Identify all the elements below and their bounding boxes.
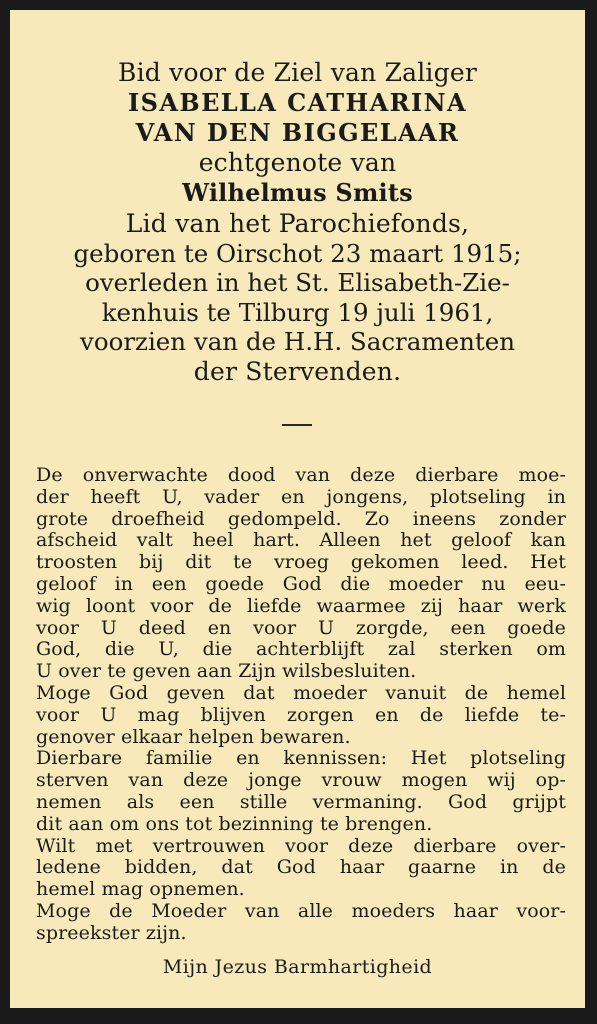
header-line-died-2: kenhuis te Tilburg 19 juli 1961, [101,297,494,327]
body-line: spreekster zijn. [36,921,187,944]
body-line: U over te geven aan Zijn wilsbesluiten. [36,660,417,683]
body-line: grote droefheid gedompeld. Zo ineens zonder [36,507,566,530]
body-line: De onverwachte dood van deze dierbare moe- [36,464,566,486]
header-line-spouse-name: Wilhelmus Smits [182,178,413,207]
card-header [10,58,585,386]
body-line: voor U deed en voor U zorgde, een goede [36,616,566,639]
body-line: God, die U, die achterblijft zal sterken om [36,638,566,661]
header-line-member: Lid van het Parochiefonds, [125,209,470,238]
header-line-sacraments-2: der Stervenden. [193,356,402,386]
body-line: sterven van deze jonge vrouw mogen wij op- [36,769,566,792]
body-line: dit aan om ons tot bezinning te brengen. [36,812,433,835]
body-line: troosten bij dit te vroeg gekomen leed. Het [36,551,566,574]
body-text [36,465,566,945]
body-line: wig loont voor de liefde waarmee zij haar werk [36,594,566,617]
header-line-spouse-of: echtgenote van [198,147,397,177]
body-line: ledene bidden, dat God haar gaarne in de [36,856,566,879]
body-line: voor U mag blijven zorgen en de liefde te- [36,703,566,726]
body-line: Dierbare familie en kennissen: Het plotseling [36,747,566,770]
body-line: der heeft U, vader en jongens, plotseling in [36,485,566,508]
header-line-died-1: overleden in het St. Elisabeth-Zie- [85,268,510,297]
header-line-surname: VAN DEN BIGGELAAR [135,117,460,147]
header-line-sacraments-1: voorzien van de H.H. Sacramenten [79,327,515,356]
body-line: geloof in een goede God die moeder nu eeu- [36,572,566,595]
memorial-card [10,10,585,1008]
header-line-prayer: Bid voor de Ziel van Zaliger [118,58,477,87]
closing-invocation: Mijn Jezus Barmhartigheid [162,956,433,978]
body-line: nemen als een stille vermaning. God grijpt [36,790,566,813]
divider-rule [282,424,312,426]
body-line: afscheid valt heel hart. Alleen het geloof kan [36,529,566,552]
header-line-first-names: ISABELLA CATHARINA [128,87,467,117]
header-line-born: geboren te Oirschot 23 maart 1915; [73,238,522,268]
body-line: Moge de Moeder van alle moeders haar voor- [36,899,566,922]
body-line: Wilt met vertrouwen voor deze dierbare over- [36,834,566,857]
body-line: genover elkaar helpen bewaren. [36,725,351,748]
body-line: Moge God geven dat moeder vanuit de hemel [36,681,566,704]
body-line: hemel mag opnemen. [36,878,245,901]
